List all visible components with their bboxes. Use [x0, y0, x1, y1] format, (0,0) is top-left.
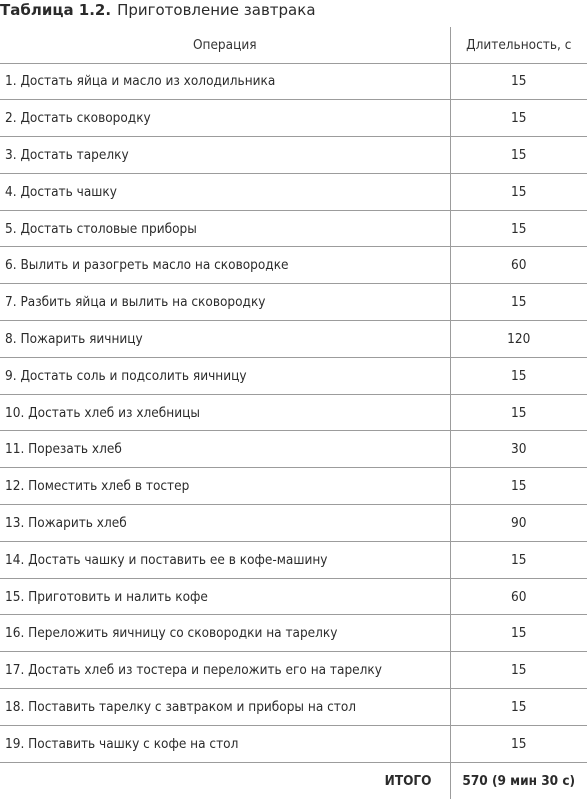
operation-cell: 18. Поставить тарелку с завтраком и приборы на стол [0, 689, 450, 726]
table-body [0, 63, 587, 799]
duration-cell: 15 [450, 725, 587, 762]
duration-cell: 15 [450, 284, 587, 321]
duration-cell: 15 [450, 357, 587, 394]
duration-cell: 15 [450, 689, 587, 726]
table-row [0, 284, 587, 321]
duration-cell: 15 [450, 541, 587, 578]
duration-cell: 15 [450, 468, 587, 505]
operation-cell: 12. Поместить хлеб в тостер [0, 468, 450, 505]
operation-cell: 5. Достать столовые приборы [0, 210, 450, 247]
header-row [0, 27, 587, 63]
duration-cell: 15 [450, 173, 587, 210]
breakfast-table [0, 27, 587, 799]
table-row [0, 321, 587, 358]
operation-cell: 4. Достать чашку [0, 173, 450, 210]
operation-cell: 17. Достать хлеб из тостера и переложить его на тарелку [0, 652, 450, 689]
duration-cell: 120 [450, 321, 587, 358]
operation-cell: 6. Вылить и разогреть масло на сковородке [0, 247, 450, 284]
total-label: ИТОГО [0, 762, 450, 799]
duration-cell: 90 [450, 505, 587, 542]
operation-cell: 14. Достать чашку и поставить ее в кофе-машину [0, 541, 450, 578]
table-row [0, 431, 587, 468]
duration-cell: 60 [450, 578, 587, 615]
table-caption [0, 0, 316, 22]
total-value: 570 (9 мин 30 с) [450, 762, 587, 799]
duration-cell: 15 [450, 137, 587, 174]
operation-cell: 15. Приготовить и налить кофе [0, 578, 450, 615]
duration-cell: 15 [450, 652, 587, 689]
operation-cell: 13. Пожарить хлеб [0, 505, 450, 542]
table-row [0, 137, 587, 174]
operation-cell: 11. Порезать хлеб [0, 431, 450, 468]
operation-cell: 3. Достать тарелку [0, 137, 450, 174]
table-row [0, 468, 587, 505]
operation-cell: 8. Пожарить яичницу [0, 321, 450, 358]
operation-cell: 19. Поставить чашку с кофе на стол [0, 725, 450, 762]
table-title: Приготовление завтрака [117, 1, 316, 19]
operation-cell: 7. Разбить яйца и вылить на сковородку [0, 284, 450, 321]
table-row [0, 578, 587, 615]
duration-cell: 15 [450, 100, 587, 137]
operation-cell: 2. Достать сковородку [0, 100, 450, 137]
table-row [0, 394, 587, 431]
operation-cell: 9. Достать соль и подсолить яичницу [0, 357, 450, 394]
table-number: Таблица 1.2. [0, 1, 112, 19]
table-row [0, 357, 587, 394]
table-row [0, 541, 587, 578]
table-row [0, 247, 587, 284]
duration-cell: 15 [450, 63, 587, 100]
column-header-duration: Длительность, с [450, 27, 587, 63]
operation-cell: 10. Достать хлеб из хлебницы [0, 394, 450, 431]
duration-cell: 15 [450, 615, 587, 652]
duration-cell: 15 [450, 210, 587, 247]
total-row [0, 762, 587, 799]
duration-cell: 30 [450, 431, 587, 468]
table-row [0, 173, 587, 210]
table-row [0, 689, 587, 726]
operation-cell: 16. Переложить яичницу со сковородки на тарелку [0, 615, 450, 652]
column-header-operation: Операция [0, 27, 450, 63]
table-row [0, 100, 587, 137]
table-row [0, 505, 587, 542]
table-row [0, 652, 587, 689]
table-row [0, 725, 587, 762]
duration-cell: 15 [450, 394, 587, 431]
table-row [0, 615, 587, 652]
duration-cell: 60 [450, 247, 587, 284]
table-row [0, 63, 587, 100]
table-row [0, 210, 587, 247]
operation-cell: 1. Достать яйца и масло из холодильника [0, 63, 450, 100]
